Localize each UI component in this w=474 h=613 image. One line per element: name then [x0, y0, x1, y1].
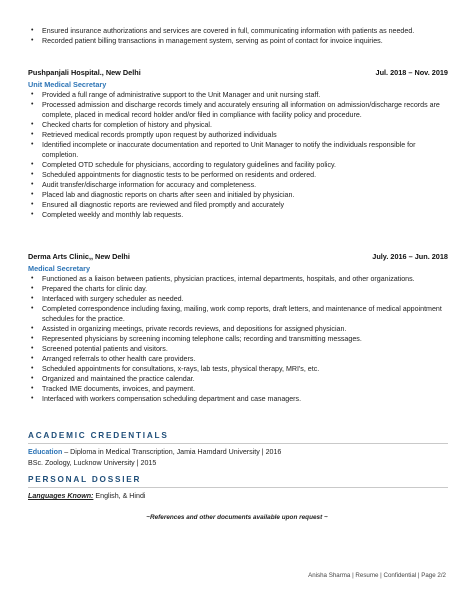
education-text: – Diploma in Medical Transcription, Jamia Hamdard University | 2016 [62, 448, 282, 456]
languages-line [28, 491, 448, 502]
bullet-item: • Retrieved medical records promptly upon request by authorized individuals [28, 130, 448, 140]
section-heading: ACADEMIC CREDENTIALS [28, 430, 448, 444]
previous-job-bullets [28, 26, 448, 46]
education-label: Education [28, 448, 63, 456]
job-header [28, 68, 448, 79]
bullet-item: • Organized and maintained the practice calendar. [28, 374, 448, 384]
job-header [28, 252, 448, 263]
bullet-item: • Provided a full range of administrative support to the Unit Manager and unit nursing staff. [28, 90, 448, 100]
employer-name: Pushpanjali Hospital., New Delhi [28, 68, 141, 77]
section-body [28, 488, 448, 502]
section-body [28, 444, 448, 468]
bullet-item: • Interfaced with workers compensation scheduling department and case managers. [28, 394, 448, 404]
bullet-item: • Identified incomplete or inaccurate documentation and reported to Unit Manager to notify the individuals responsible for completion. [28, 140, 448, 160]
bullet-item: • Recorded patient billing transactions in management system, serving as point of contact for invoice inquiries. [28, 36, 448, 46]
job-dates: Jul. 2018 – Nov. 2019 [375, 68, 448, 77]
job-title: Unit Medical Secretary [28, 80, 107, 89]
bullet-item: • Functioned as a liaison between patients, physician practices, internal departments, hospitals, and other organizations. [28, 274, 448, 284]
bullet-item: • Represented physicians by screening incoming telephone calls; recording and transmitting messages. [28, 334, 448, 344]
bullet-item: • Assisted in organizing meetings, private records reviews, and depositions for assigned physician. [28, 324, 448, 334]
bullet-item: • Ensured all diagnostic reports are reviewed and filed promptly and accurately [28, 200, 448, 210]
bullet-item: • Completed OTD schedule for physicians, according to regulatory guidelines and facility policy. [28, 160, 448, 170]
bullet-item: • Prepared the charts for clinic day. [28, 284, 448, 294]
page-footer: Anisha Sharma | Resume | Confidential | Page 2/2 [308, 572, 446, 579]
bullet-item: • Tracked IME documents, invoices, and payment. [28, 384, 448, 394]
education-line [28, 447, 448, 458]
bullet-item: • Audit transfer/discharge information for accuracy and completeness. [28, 180, 448, 190]
section-heading: PERSONAL DOSSIER [28, 474, 448, 488]
bullet-item: • Placed lab and diagnostic reports on charts after seen and initialed by physician. [28, 190, 448, 200]
employer-name: Derma Arts Clinic,, New Delhi [28, 252, 130, 261]
bullet-item: • Arranged referrals to other health care providers. [28, 354, 448, 364]
job-dates: July. 2016 – Jun. 2018 [372, 252, 448, 261]
academic-credentials-section [28, 430, 448, 468]
bullet-item: • Checked charts for completion of history and physical. [28, 120, 448, 130]
job-bullets [28, 274, 448, 404]
bullet-item: • Screened potential patients and visitors. [28, 344, 448, 354]
languages-label: Languages Known: [28, 492, 94, 500]
job-title: Medical Secretary [28, 264, 91, 273]
bullet-item: • Interfaced with surgery scheduler as needed. [28, 294, 448, 304]
references-note: ~References and other documents available upon request ~ [146, 514, 328, 521]
bullet-item: • Completed weekly and monthly lab requests. [28, 210, 448, 220]
bullet-item: • Scheduled appointments for diagnostic tests to be performed on residents and ordered. [28, 170, 448, 180]
personal-dossier-section [28, 474, 448, 502]
job-bullets [28, 90, 448, 220]
bsc-line: BSc. Zoology, Lucknow University | 2015 [28, 458, 157, 467]
bullet-item: • Processed admission and discharge records timely and accurately ensuring all information on admission/discharge records are complete, placed in medical record holder and/or filed in compliance with facility policy and procedure. [28, 100, 448, 120]
job-pushpanjali [28, 68, 448, 220]
languages-text: English, & Hindi [93, 492, 146, 500]
bullet-item: • Completed correspondence including faxing, mailing, work comp reports, draft letters, and maintenance of medical appointment schedules for the practice. [28, 304, 448, 324]
bullet-item: • Ensured insurance authorizations and services are covered in full, communicating information with patients as needed. [28, 26, 448, 36]
bullet-item: • Scheduled appointments for consultations, x-rays, lab tests, physical therapy, MRI's, etc. [28, 364, 448, 374]
job-derma-arts [28, 252, 448, 404]
